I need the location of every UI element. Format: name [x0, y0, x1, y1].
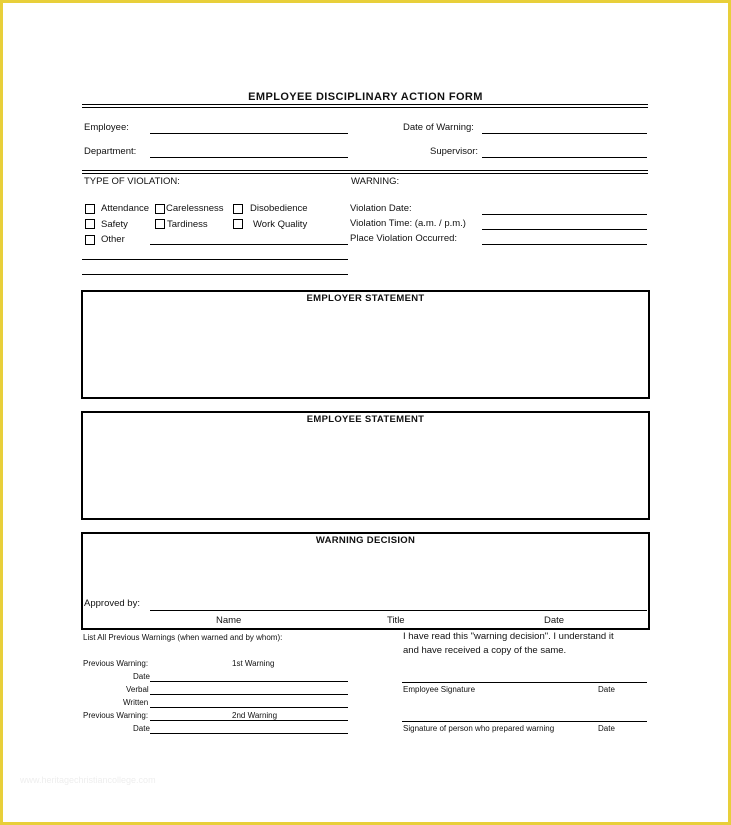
department-field[interactable]: [150, 157, 348, 158]
previous-warnings-label: List All Previous Warnings (when warned and by whom):: [83, 633, 283, 642]
written-field[interactable]: [150, 707, 348, 708]
other-field-line-3[interactable]: [82, 274, 348, 275]
preparer-signature-date-label: Date: [598, 724, 615, 733]
warning-heading: WARNING:: [351, 176, 400, 187]
watermark: www.heritagechristiancollege.com: [20, 775, 156, 785]
employee-label: Employee:: [84, 122, 129, 133]
acknowledgement-line-1: I have read this "warning decision". I understand it: [403, 631, 614, 642]
violation-time-field[interactable]: [482, 229, 647, 230]
warning-decision-box[interactable]: [81, 532, 650, 630]
approved-by-field[interactable]: [150, 610, 647, 611]
work-quality-label: Work Quality: [253, 219, 308, 230]
carelessness-checkbox[interactable]: [155, 204, 165, 214]
supervisor-label: Supervisor:: [430, 146, 479, 157]
employee-statement-box[interactable]: [81, 411, 650, 520]
other-field[interactable]: [150, 244, 348, 245]
work-quality-checkbox[interactable]: [233, 219, 243, 229]
approved-date-caption: Date: [544, 615, 565, 626]
disobedience-label: Disobedience: [250, 203, 308, 214]
warning-decision-title: WARNING DECISION: [315, 535, 416, 546]
employee-signature-label: Employee Signature: [403, 685, 476, 694]
safety-label: Safety: [101, 219, 128, 230]
department-label: Department:: [84, 146, 137, 157]
other-checkbox[interactable]: [85, 235, 95, 245]
attendance-checkbox[interactable]: [85, 204, 95, 214]
employer-statement-title: EMPLOYER STATEMENT: [306, 293, 425, 304]
second-warning-date-label: Date: [133, 724, 150, 733]
first-warning-date-field[interactable]: [150, 681, 348, 682]
preparer-signature-field[interactable]: [402, 721, 647, 722]
approved-title-caption: Title: [387, 615, 405, 626]
previous-warning-2-label: Previous Warning:: [83, 711, 149, 720]
carelessness-label: Carelessness: [166, 203, 224, 214]
form-title: EMPLOYEE DISCIPLINARY ACTION FORM: [248, 91, 483, 103]
previous-warning-1-label: Previous Warning:: [83, 659, 149, 668]
section-rule: [82, 170, 648, 174]
second-warning-date-field[interactable]: [150, 733, 348, 734]
approved-name-caption: Name: [216, 615, 242, 626]
first-warning-date-label: Date: [133, 672, 150, 681]
attendance-label: Attendance: [101, 203, 150, 214]
written-label: Written: [123, 698, 149, 707]
preparer-signature-label: Signature of person who prepared warning: [403, 724, 555, 733]
second-warning-field[interactable]: [150, 720, 348, 721]
employee-signature-date-label: Date: [598, 685, 615, 694]
title-rule: [82, 104, 648, 108]
place-violation-label: Place Violation Occurred:: [350, 233, 458, 244]
employer-statement-box[interactable]: [81, 290, 650, 399]
acknowledgement-line-2: and have received a copy of the same.: [403, 645, 567, 656]
verbal-field[interactable]: [150, 694, 348, 695]
approved-by-label: Approved by:: [84, 598, 140, 609]
verbal-label: Verbal: [126, 685, 149, 694]
other-field-line-2[interactable]: [82, 259, 348, 260]
safety-checkbox[interactable]: [85, 219, 95, 229]
disobedience-checkbox[interactable]: [233, 204, 243, 214]
tardiness-label: Tardiness: [167, 219, 208, 230]
tardiness-checkbox[interactable]: [155, 219, 165, 229]
employee-field[interactable]: [150, 133, 348, 134]
violation-heading: TYPE OF VIOLATION:: [84, 176, 180, 187]
date-of-warning-label: Date of Warning:: [403, 122, 474, 133]
second-warning-label: 2nd Warning: [232, 711, 278, 720]
violation-time-label: Violation Time: (a.m. / p.m.): [350, 218, 466, 229]
violation-date-label: Violation Date:: [350, 203, 412, 214]
employee-statement-title: EMPLOYEE STATEMENT: [306, 414, 425, 425]
supervisor-field[interactable]: [482, 157, 647, 158]
employee-signature-field[interactable]: [402, 682, 647, 683]
first-warning-label: 1st Warning: [232, 659, 275, 668]
date-of-warning-field[interactable]: [482, 133, 647, 134]
violation-date-field[interactable]: [482, 214, 647, 215]
other-label: Other: [101, 234, 125, 245]
place-violation-field[interactable]: [482, 244, 647, 245]
